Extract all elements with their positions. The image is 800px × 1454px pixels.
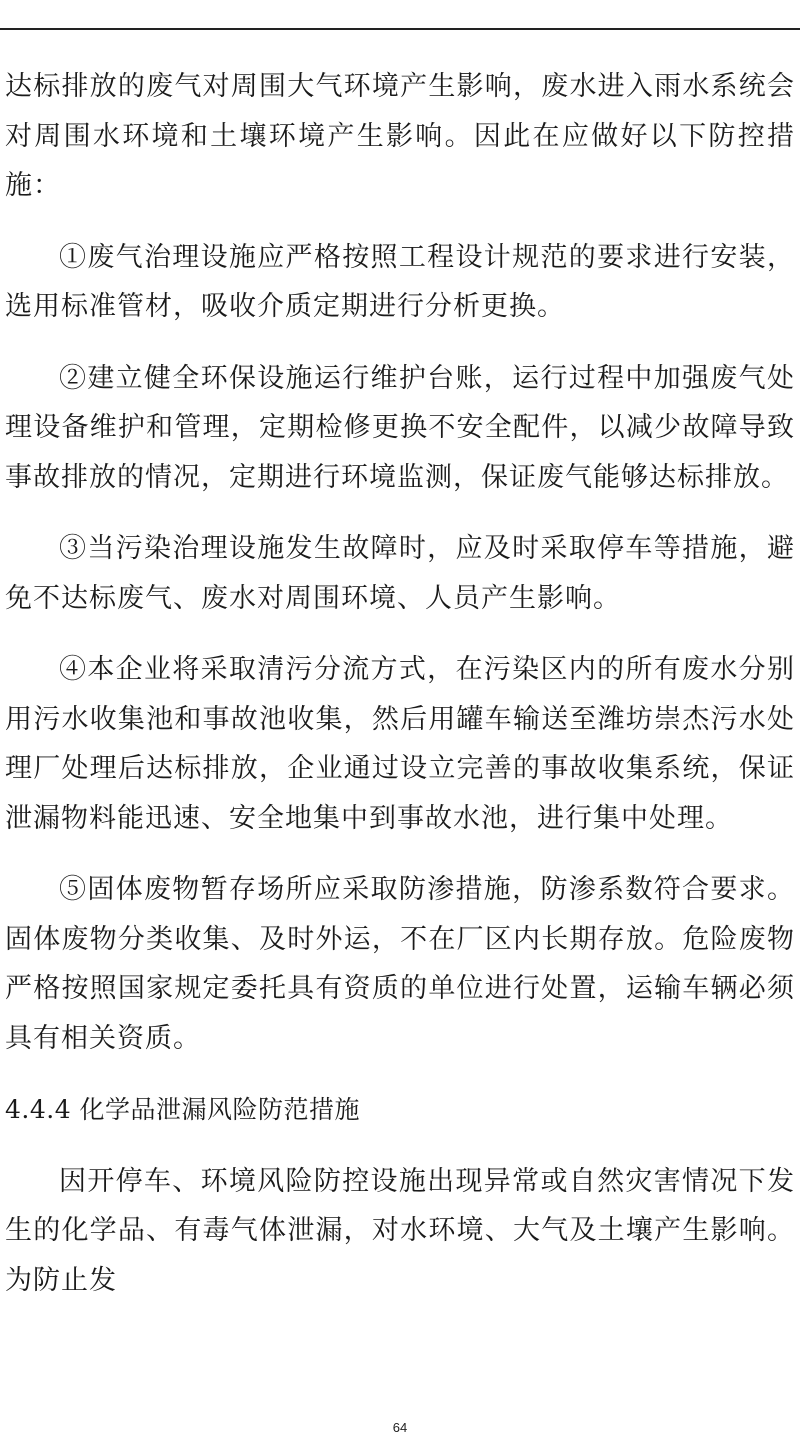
document-body	[5, 62, 795, 1327]
paragraph-section-body: 因开停车、环境风险防控设施出现异常或自然灾害情况下发生的化学品、有毒气体泄漏，对水环境、大气及土壤产生影响。为防止发	[5, 1165, 795, 1296]
header-rule	[0, 28, 800, 30]
paragraph-item-4: ④本企业将采取清污分流方式，在污染区内的所有废水分别用污水收集池和事故池收集，然后用罐车输送至潍坊崇杰污水处理厂处理后达标排放，企业通过设立完善的事故收集系统，保证泄漏物料能迅速、安全地集中到事故水池，进行集中处理。	[5, 654, 795, 834]
paragraph-item-5: ⑤固体废物暂存场所应采取防渗措施，防渗系数符合要求。固体废物分类收集、及时外运，不在厂区内长期存放。危险废物严格按照国家规定委托具有资质的单位进行处置，运输车辆必须具有相关资质。	[5, 874, 795, 1054]
paragraph-item-2: ②建立健全环保设施运行维护台账，运行过程中加强废气处理设备维护和管理，定期检修更换不安全配件，以减少故障导致事故排放的情况，定期进行环境监测，保证废气能够达标排放。	[5, 362, 795, 493]
paragraph-item-1: ①废气治理设施应严格按照工程设计规范的要求进行安装，选用标准管材，吸收介质定期进行分析更换。	[5, 241, 795, 322]
section-heading: 4.4.4 化学品泄漏风险防范措施	[5, 1095, 361, 1124]
paragraph-intro: 达标排放的废气对周围大气环境产生影响，废水进入雨水系统会对周围水环境和土壤环境产生影响。因此在应做好以下防控措施：	[5, 71, 795, 201]
paragraph-item-3: ③当污染治理设施发生故障时，应及时采取停车等措施，避免不达标废气、废水对周围环境、人员产生影响。	[5, 533, 795, 614]
page-number: 64	[392, 1420, 408, 1435]
